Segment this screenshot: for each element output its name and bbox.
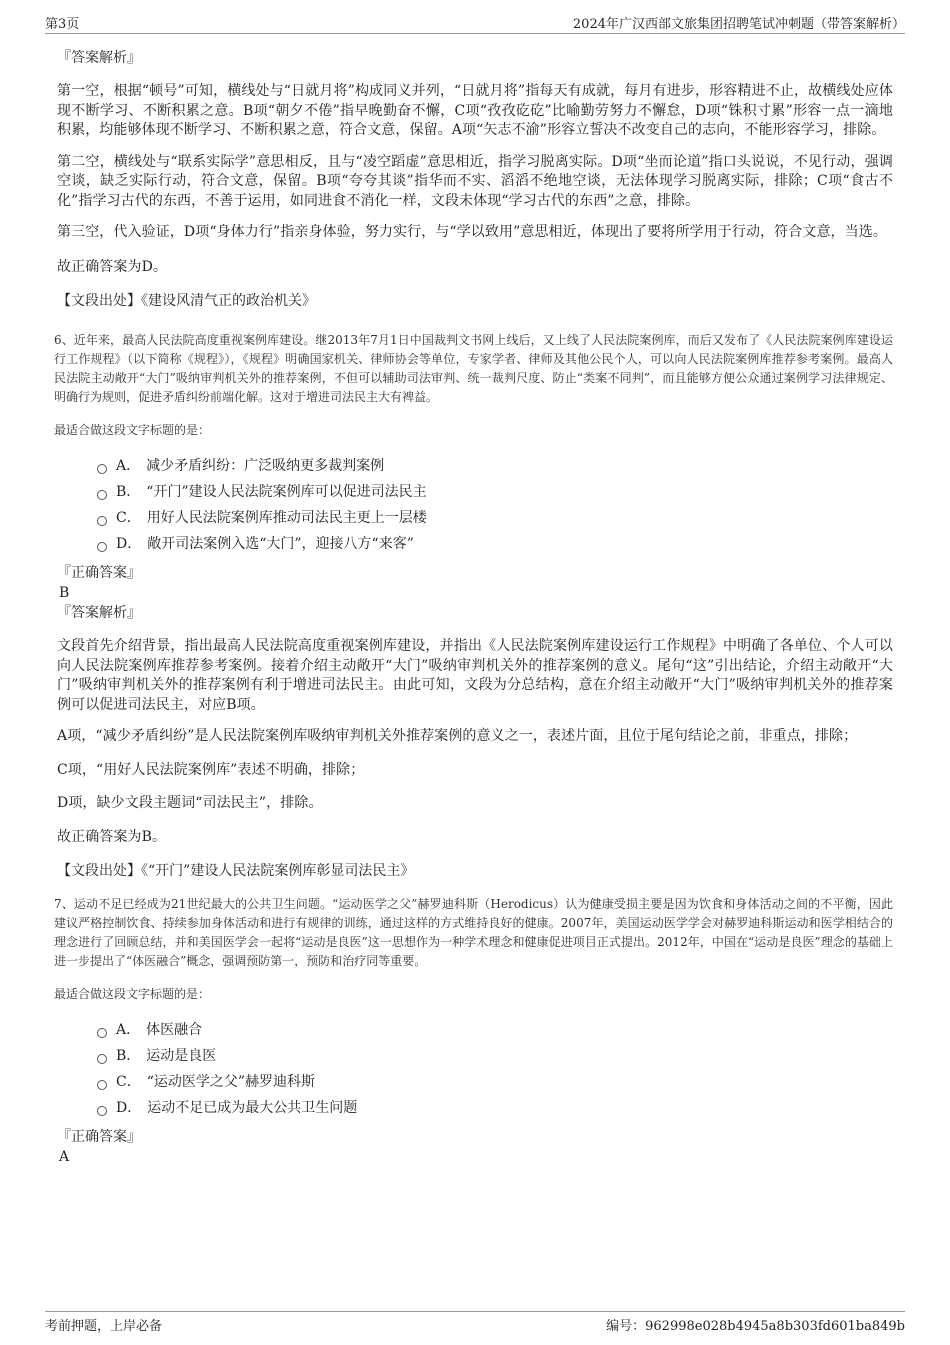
- option-letter: C．: [116, 1074, 141, 1090]
- radio-icon[interactable]: [97, 464, 107, 474]
- option-text: 运动不足已成为最大公共卫生问题: [147, 1100, 358, 1116]
- option-text: 体医融合: [146, 1022, 203, 1038]
- analysis-label: 『答案解析』: [57, 50, 141, 66]
- analysis-paragraph: 第一空，根据“顿号”可知，横线处与“日就月将”构成同义并列，“日就月将”指每天有成就，每月有进步，形容精进不止，故横线处应体现不断学习、不断积累之意。B项“朝夕不倦”指早晚勤奋不懈，C项“孜孜矻矻”比喻勤劳努力不懈怠，D项“铢积寸累”形容一点一滴地积累，均能够体现不断学习、不断积累之意，符合文意，保留。A项“矢志不渝”形容立誓决不改变自己的志向，不能形容学习，排除。: [57, 83, 893, 138]
- document-code: 编号：962998e028b4945a8b303fd601ba849b: [606, 1319, 905, 1334]
- document-title: 2024年广汉西部文旅集团招聘笔试冲刺题（带答案解析）: [572, 17, 905, 32]
- option-letter: D．: [116, 1100, 142, 1116]
- radio-icon[interactable]: [97, 542, 107, 552]
- radio-icon[interactable]: [97, 1080, 107, 1090]
- option-text: 敞开司法案例入选“大门”，迎接八方“来客”: [147, 536, 414, 552]
- option-text: 运动是良医: [146, 1048, 217, 1064]
- correct-answer-label: 『正确答案』: [57, 565, 141, 581]
- option-a[interactable]: [97, 1017, 893, 1043]
- option-letter: D．: [116, 536, 142, 552]
- analysis-paragraph: 第三空，代入验证，D项“身体力行”指亲身体验，努力实行，与“学以致用”意思相近，体现出了要将所学用于行动，符合文意，当选。: [57, 224, 887, 240]
- page-number: 第3页: [45, 17, 80, 32]
- question-6-text: 6、近年来，最高人民法院高度重视案例库建设。继2013年7月1日中国裁判文书网上线后，又上线了人民法院案例库，而后又发布了《人民法院案例库建设运行工作规程》（以下简称《规程》），《规程》明确国家机关、律师协会等单位，专家学者、律师及其他公民个人，可以向人民法院案例库推荐参考案例。最高人民法院主动敞开“大门”吸纳审判机关外的推荐案例，不但可以辅助司法审判、统一裁判尺度、防止“类案不同判”，而且能够方便公众通过案例学习法律规定、明确行为规则，促进矛盾纠纷前端化解。这对于增进司法民主大有裨益。: [54, 333, 893, 404]
- page-footer: [45, 1311, 905, 1334]
- source-citation: 【文段出处】《“开门”建设人民法院案例库彰显司法民主》: [57, 863, 415, 879]
- page-content: [54, 48, 893, 1167]
- option-text: 减少矛盾纠纷：广泛吸纳更多裁判案例: [146, 458, 385, 474]
- conclusion-text: 故正确答案为B。: [57, 828, 167, 845]
- analysis-paragraph: A项，“减少矛盾纠纷”是人民法院案例库吸纳审判机关外推荐案例的意义之一，表述片面，且位于尾句结论之前，非重点，排除；: [57, 728, 858, 744]
- question-7-text: 7、运动不足已经成为21世纪最大的公共卫生问题。“运动医学之父”赫罗迪科斯（Herodicus）认为健康受损主要是因为饮食和身体活动之间的不平衡，因此建议严格控制饮食、持续参加身体活动和进行有规律的训练，通过这样的方式维持良好的健康。2007年，美国运动医学学会对赫罗迪科斯运动和医学相结合的理念进行了回顾总结，并和美国医学会一起将“运动是良医”这一思想作为一种学术理念和健康促进项目正式提出。2012年，中国在“运动是良医”理念的基础上进一步提出了“体医融合”概念，强调预防第一，预防和治疗同等重要。: [54, 897, 893, 968]
- radio-icon[interactable]: [97, 1106, 107, 1116]
- option-d[interactable]: [97, 1095, 893, 1121]
- analysis-label: 『答案解析』: [57, 605, 141, 621]
- radio-icon[interactable]: [97, 1028, 107, 1038]
- option-b[interactable]: [97, 1043, 893, 1069]
- option-b[interactable]: [97, 479, 893, 505]
- footer-slogan: 考前押题，上岸必备: [45, 1319, 163, 1334]
- analysis-paragraph: C项，“用好人民法院案例库”表述不明确，排除；: [57, 761, 365, 778]
- analysis-paragraph: 第二空，横线处与“联系实际学”意思相反，且与“凌空蹈虚”意思相近，指学习脱离实际。D项“坐而论道”指口头说说，不见行动，强调空谈，缺乏实际行动，符合文意，保留。B项“夸夸其谈”指华而不实、滔滔不绝地空谈，无法体现学习脱离实际，排除；C项“食古不化”指学习古代的东西，不善于运用，如同进食不消化一样，文段未体现“学习古代的东西”之意，排除。: [57, 153, 893, 209]
- radio-icon[interactable]: [97, 516, 107, 526]
- option-text: “开门”建设人民法院案例库可以促进司法民主: [146, 484, 427, 500]
- analysis-paragraph: D项，缺少文段主题词“司法民主”，排除。: [57, 795, 323, 811]
- correct-answer-label: 『正确答案』: [57, 1129, 141, 1145]
- source-citation: 【文段出处】《建设风清气正的政治机关》: [57, 293, 316, 309]
- radio-icon[interactable]: [97, 1054, 107, 1064]
- radio-icon[interactable]: [97, 490, 107, 500]
- option-c[interactable]: [97, 1069, 893, 1095]
- option-d[interactable]: [97, 531, 893, 557]
- conclusion-text: 故正确答案为D。: [57, 258, 168, 275]
- option-letter: A．: [116, 1022, 141, 1038]
- page-header: [45, 13, 905, 34]
- question-6-options: [97, 453, 893, 557]
- option-a[interactable]: [97, 453, 893, 479]
- option-letter: A．: [116, 458, 141, 474]
- analysis-paragraph: 文段首先介绍背景，指出最高人民法院高度重视案例库建设，并指出《人民法院案例库建设运行工作规程》中明确了各单位、个人可以向人民法院案例库推荐参考案例。接着介绍主动敞开“大门”吸纳审判机关外的推荐案例的意义。尾句“这”引出结论，介绍主动敞开“大门”吸纳审判机关外的推荐案例有利于增进司法民主。由此可知，文段为分总结构，意在介绍主动敞开“大门”吸纳审判机关外的推荐案例可以促进司法民主，对应B项。: [57, 638, 893, 713]
- option-letter: B．: [116, 484, 141, 500]
- question-7-options: [97, 1017, 893, 1121]
- option-text: “运动医学之父”赫罗迪科斯: [146, 1074, 316, 1090]
- question-7-prompt: 最适合做这段文字标题的是：: [54, 987, 211, 1001]
- correct-answer: A: [59, 1149, 70, 1165]
- correct-answer: B: [59, 585, 70, 601]
- option-c[interactable]: [97, 505, 893, 531]
- option-letter: B．: [116, 1048, 141, 1064]
- question-6-prompt: 最适合做这段文字标题的是：: [54, 423, 211, 437]
- option-text: 用好人民法院案例库推动司法民主更上一层楼: [146, 510, 427, 526]
- option-letter: C．: [116, 510, 141, 526]
